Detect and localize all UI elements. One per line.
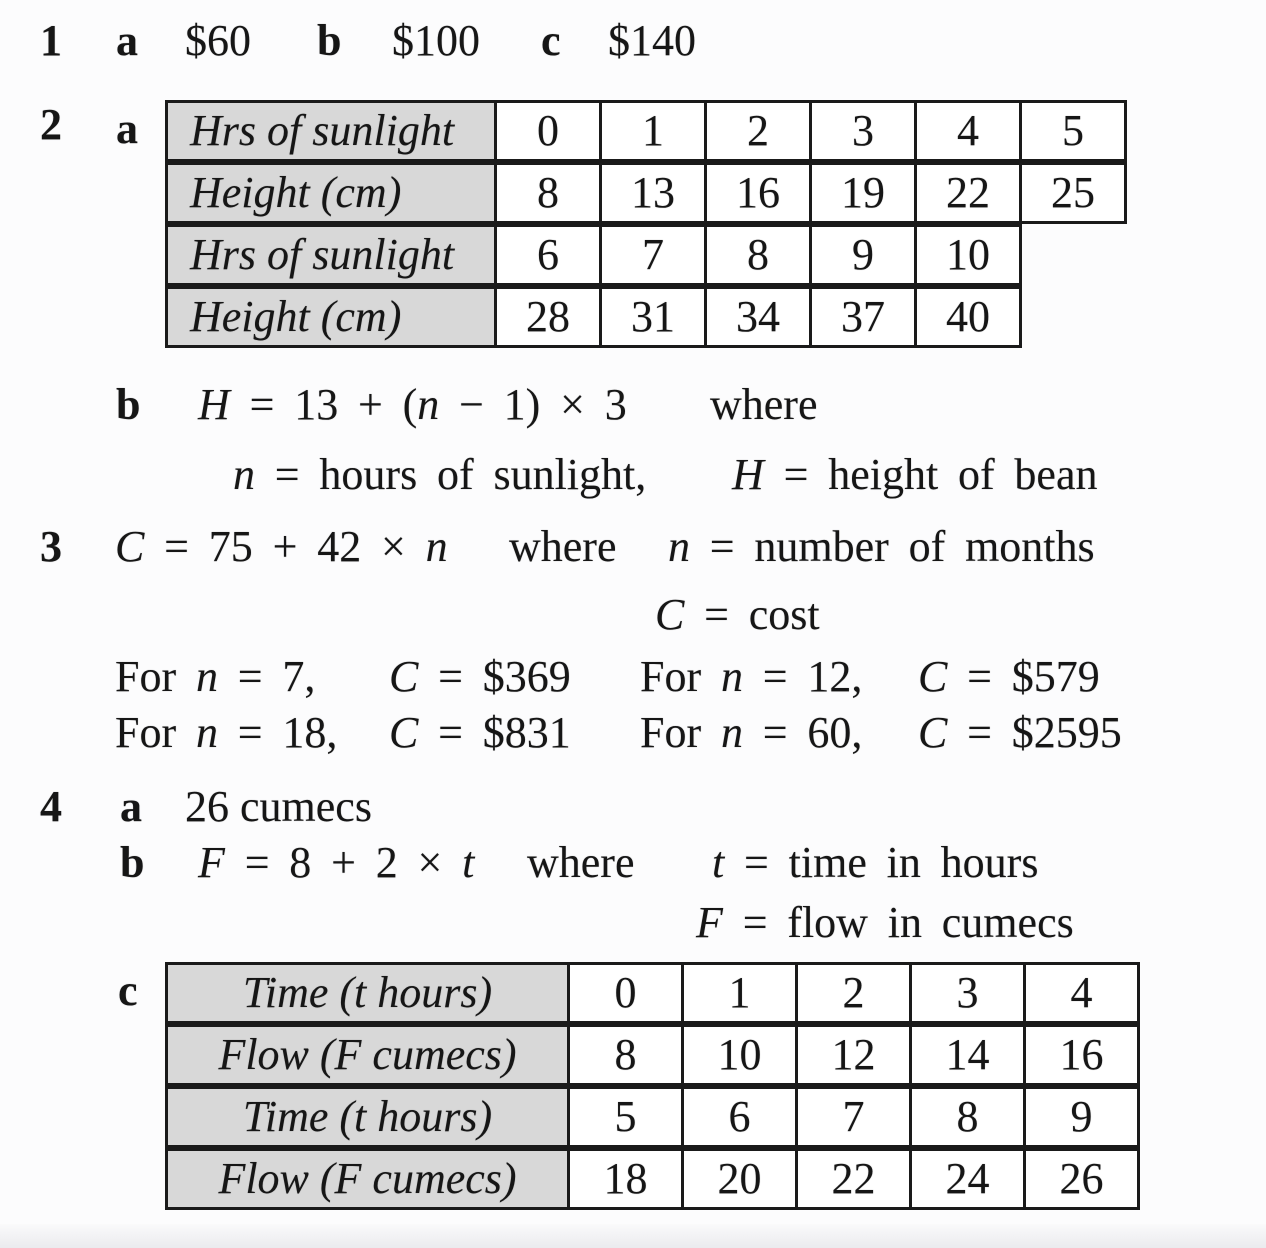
- table-value-cell: 5: [567, 1086, 684, 1148]
- table-value-cell: 5: [1019, 100, 1127, 162]
- time-flow-table: [165, 962, 1140, 1210]
- question-3-number: 3: [40, 522, 62, 571]
- q2-part-a-label: a: [116, 104, 138, 153]
- q3-definition-C: C = cost: [655, 590, 820, 639]
- q2b-definition-n: n = hours of sunlight,: [233, 450, 647, 499]
- table-value-cell: 12: [795, 1024, 912, 1086]
- table-value-cell: 2: [795, 962, 912, 1024]
- table-value-cell: 3: [809, 100, 917, 162]
- table-value-cell: 2: [704, 100, 812, 162]
- table-value-cell: 34: [704, 286, 812, 348]
- table-value-cell: 19: [809, 162, 917, 224]
- table-value-cell: 26: [1023, 1148, 1140, 1210]
- table-value-cell: 4: [1023, 962, 1140, 1024]
- table-value-cell: 1: [599, 100, 707, 162]
- table-value-cell: 25: [1019, 162, 1127, 224]
- table-row: [165, 1024, 1140, 1086]
- table-value-cell: 9: [809, 224, 917, 286]
- table-value-cell: 6: [494, 224, 602, 286]
- table-label-cell: Hrs of sunlight: [165, 224, 497, 286]
- table-row: [165, 100, 1127, 162]
- table-label-cell: Height (cm): [165, 162, 497, 224]
- table-row: [165, 224, 1127, 286]
- q4-part-a-label: a: [120, 782, 142, 831]
- table-value-cell: 9: [1023, 1086, 1140, 1148]
- q3-case-n18-cost: C = $831: [389, 708, 571, 757]
- q4b-definition-t: t = time in hours: [712, 838, 1039, 887]
- q2b-definition-H: H = height of bean: [732, 450, 1098, 499]
- table-value-cell: 37: [809, 286, 917, 348]
- table-value-cell: 16: [1023, 1024, 1140, 1086]
- question-1-number: 1: [40, 16, 62, 65]
- table-row: [165, 162, 1127, 224]
- question-4-number: 4: [40, 782, 62, 831]
- q3-case-n60-cost: C = $2595: [918, 708, 1122, 757]
- page-edge-shadow: [0, 1224, 1266, 1248]
- table-value-cell: 10: [681, 1024, 798, 1086]
- table-value-cell: 7: [599, 224, 707, 286]
- q4-part-a-answer: 26 cumecs: [185, 782, 372, 831]
- table-value-cell: 22: [914, 162, 1022, 224]
- q4-part-c-label: c: [118, 966, 138, 1015]
- table-value-cell: 20: [681, 1148, 798, 1210]
- table-label-cell: Flow (F cumecs): [165, 1148, 570, 1210]
- q2b-formula: H = 13 + (n − 1) × 3: [198, 380, 627, 429]
- table-value-cell: 3: [909, 962, 1026, 1024]
- table-value-cell: 6: [681, 1086, 798, 1148]
- q3-case-n18: For n = 18,: [115, 708, 338, 757]
- table-label-cell: Hrs of sunlight: [165, 100, 497, 162]
- q3-case-n12: For n = 12,: [640, 652, 863, 701]
- table-row: [165, 1086, 1140, 1148]
- table-value-cell: 14: [909, 1024, 1026, 1086]
- q3-where-text: where: [509, 522, 617, 571]
- q3-case-n60: For n = 60,: [640, 708, 863, 757]
- q3-case-n12-cost: C = $579: [918, 652, 1100, 701]
- table-value-cell: 0: [567, 962, 684, 1024]
- q4-part-b-label: b: [120, 838, 145, 887]
- table-row: [165, 1148, 1140, 1210]
- q3-case-n7-cost: C = $369: [389, 652, 571, 701]
- table-value-cell: 0: [494, 100, 602, 162]
- q1-part-c-label: c: [541, 16, 561, 65]
- q4b-formula: F = 8 + 2 × t: [198, 838, 475, 887]
- q3-case-n7: For n = 7,: [115, 652, 316, 701]
- table-value-cell: 1: [681, 962, 798, 1024]
- table-value-cell: 8: [909, 1086, 1026, 1148]
- q1-part-b-label: b: [317, 16, 342, 65]
- table-value-cell: 16: [704, 162, 812, 224]
- table-label-cell: Time (t hours): [165, 1086, 570, 1148]
- q3-formula: C = 75 + 42 × n: [115, 522, 448, 571]
- table-value-cell: 8: [494, 162, 602, 224]
- table-value-cell: 18: [567, 1148, 684, 1210]
- q3-definition-n: n = number of months: [668, 522, 1095, 571]
- q2-part-b-label: b: [116, 380, 141, 429]
- q1-part-c-answer: $140: [608, 16, 696, 65]
- table-value-cell: 22: [795, 1148, 912, 1210]
- table-value-cell: 4: [914, 100, 1022, 162]
- table-value-cell: 28: [494, 286, 602, 348]
- table-row: [165, 962, 1140, 1024]
- q1-part-a-label: a: [116, 16, 138, 65]
- q1-part-b-answer: $100: [392, 16, 480, 65]
- table-value-cell: 8: [704, 224, 812, 286]
- table-value-cell: 31: [599, 286, 707, 348]
- table-value-cell: 7: [795, 1086, 912, 1148]
- question-2-number: 2: [40, 100, 62, 149]
- table-value-cell: 8: [567, 1024, 684, 1086]
- q4b-definition-F: F = flow in cumecs: [696, 898, 1074, 947]
- table-label-cell: Flow (F cumecs): [165, 1024, 570, 1086]
- table-label-cell: Height (cm): [165, 286, 497, 348]
- q2b-where-text: where: [710, 380, 818, 429]
- table-value-cell: 24: [909, 1148, 1026, 1210]
- table-value-cell: 10: [914, 224, 1022, 286]
- sunlight-height-table: [165, 100, 1127, 348]
- table-label-cell: Time (t hours): [165, 962, 570, 1024]
- table-value-cell: 40: [914, 286, 1022, 348]
- table-row: [165, 286, 1127, 348]
- q4b-where-text: where: [527, 838, 635, 887]
- table-value-cell: 13: [599, 162, 707, 224]
- q1-part-a-answer: $60: [185, 16, 251, 65]
